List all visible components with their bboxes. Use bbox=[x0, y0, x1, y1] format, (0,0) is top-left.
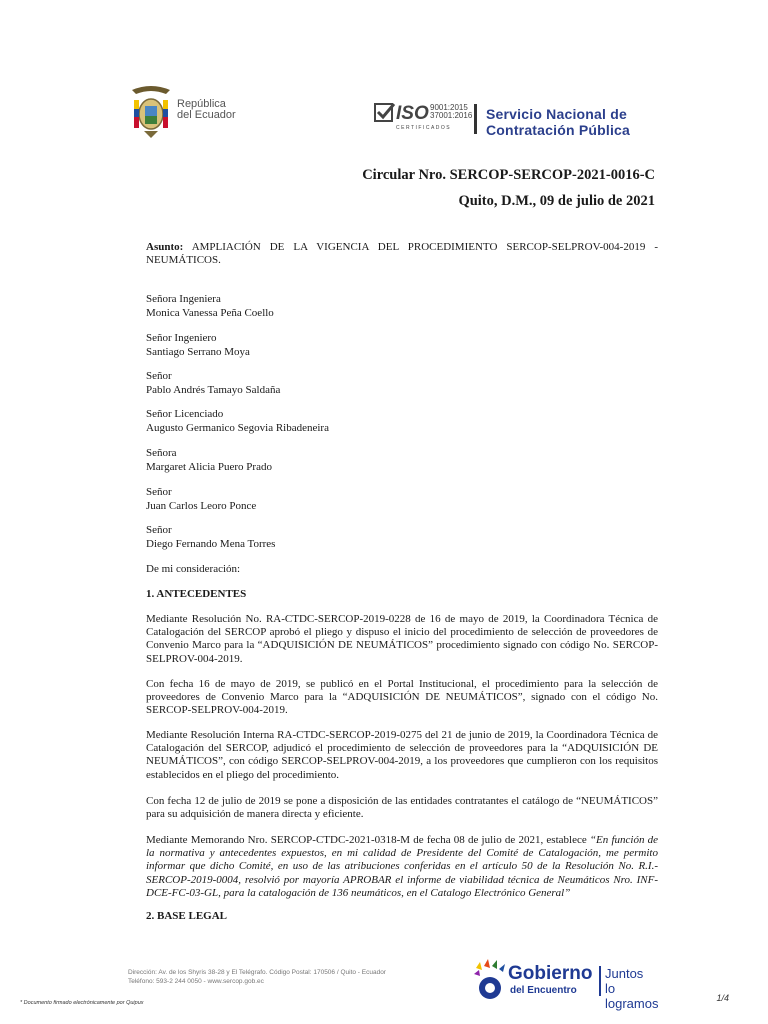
encuentro-wordmark: del Encuentro bbox=[510, 985, 577, 996]
page-number: 1/4 bbox=[716, 993, 729, 1003]
memo-paragraph bbox=[146, 834, 658, 900]
republic-wordmark bbox=[177, 99, 236, 121]
recipient-title: Señora Ingeniera bbox=[146, 293, 221, 305]
recipient-title: Señor Licenciado bbox=[146, 408, 224, 420]
republic-line-2: del Ecuador bbox=[177, 109, 236, 121]
iso-standard-1: 9001:2015 bbox=[430, 103, 468, 112]
agency-name-line-2: Contratación Pública bbox=[486, 122, 631, 138]
iso-standards bbox=[430, 104, 472, 120]
section-heading-base-legal: 2. BASE LEGAL bbox=[146, 910, 227, 922]
section-heading-antecedentes: 1. ANTECEDENTES bbox=[146, 588, 247, 600]
asunto-label: Asunto: bbox=[146, 241, 184, 253]
recipient-name: Monica Vanessa Peña Coello bbox=[146, 306, 274, 319]
recipient-block bbox=[146, 447, 272, 474]
iso-mark: ISO bbox=[396, 103, 429, 124]
asunto-text: AMPLIACIÓN DE LA VIGENCIA DEL PROCEDIMIENTO SERCOP-SELPROV-004-2019 - NEUMÁTICOS. bbox=[146, 241, 658, 267]
slogan-line-1: Juntos bbox=[605, 966, 644, 981]
recipient-block bbox=[146, 408, 329, 435]
agency-name bbox=[486, 106, 630, 138]
recipient-title: Señora bbox=[146, 447, 177, 459]
checkbox-check-icon bbox=[374, 102, 396, 124]
republic-line-1: República bbox=[177, 98, 226, 110]
greeting: De mi consideración: bbox=[146, 563, 241, 575]
footer-address bbox=[128, 968, 386, 986]
recipient-name: Juan Carlos Leoro Ponce bbox=[146, 499, 257, 512]
circular-number: Circular Nro. SERCOP-SERCOP-2021-0016-C bbox=[362, 167, 655, 183]
iso-certification-badge bbox=[374, 102, 473, 136]
electronic-signature-note: * Documento firmado electrónicamente por Quipux bbox=[20, 1000, 144, 1006]
slogan bbox=[605, 966, 672, 1011]
agency-name-line-1: Servicio Nacional de bbox=[486, 106, 627, 122]
recipient-title: Señor bbox=[146, 486, 172, 498]
recipient-name: Augusto Germanico Segovia Ribadeneira bbox=[146, 421, 329, 434]
recipient-name: Diego Fernando Mena Torres bbox=[146, 537, 276, 550]
recipient-name: Margaret Alicia Puero Prado bbox=[146, 460, 272, 473]
paragraph: Mediante Resolución No. RA-CTDC-SERCOP-2019-0228 de 16 de mayo de 2019, la Coordinadora Técnica de Catalogación del SERCOP aprobó el pliego y dispuso el inicio del procedimiento de selección de proveedores de Convenio Marco para la “ADQUISICIÓN DE NEUMÁTICOS” procedimiento signado con código No. SERCOP-SELPROV-004-2019. bbox=[146, 613, 658, 665]
recipient-name: Santiago Serrano Moya bbox=[146, 345, 250, 358]
slogan-line-2: lo logramos bbox=[605, 981, 659, 1011]
paragraph: Con fecha 16 de mayo de 2019, se publicó en el Portal Institucional, el procedimiento para la selección de proveedores de Convenio Marco para la “ADQUISICIÓN DE NEUMÁTICOS”, signado con el código No. SERCOP-SELPROV-004-2019. bbox=[146, 678, 658, 717]
paragraph: Con fecha 12 de julio de 2019 se pone a disposición de las entidades contratantes el catálogo de “NEUMÁTICOS” para su adquisición de manera directa y eficiente. bbox=[146, 795, 658, 821]
asunto-block bbox=[146, 241, 658, 267]
gobierno-sunburst-icon bbox=[470, 958, 510, 1002]
recipient-name: Pablo Andrés Tamayo Saldaña bbox=[146, 383, 281, 396]
recipient-title: Señor bbox=[146, 370, 172, 382]
recipient-block bbox=[146, 332, 250, 359]
paragraph: Mediante Resolución Interna RA-CTDC-SERCOP-2019-0275 del 21 de junio de 2019, la Coordinadora Técnica de Catalogación del SERCOP, adjudicó el procedimiento de selección de proveedores para la “ADQUISICIÓN DE NEUMÁTICOS”, con código SERCOP-SELPROV-004-2019, a los proveedores que cumplieron con los requisitos establecidos en el pliego del procedimiento. bbox=[146, 729, 658, 781]
place-date: Quito, D.M., 09 de julio de 2021 bbox=[458, 193, 655, 209]
memo-quote: “En función de la normativa y antecedentes expuestos, en mi calidad de Presidente del Comité de Catalogación, me permito informar que dicho Comité, en uso de las atribuciones conferidas en el artículo 50 de la Resolución No. R.I.-SERCOP-2019-0004, resolvió por mayoría APROBAR el informe de viabilidad técnica de Neumáticos Nro. INF-DCE-FC-03-GL, para la catalogación de 136 neumáticos, en el Catalogo Electrónico General” bbox=[146, 834, 659, 899]
recipient-title: Señor Ingeniero bbox=[146, 332, 217, 344]
recipient-title: Señor bbox=[146, 524, 172, 536]
gobierno-del-encuentro-logo bbox=[462, 956, 672, 1011]
header-divider bbox=[474, 104, 477, 134]
recipient-block bbox=[146, 524, 275, 551]
logo-divider bbox=[599, 966, 601, 996]
recipient-block bbox=[146, 486, 256, 513]
gobierno-wordmark: Gobierno bbox=[508, 963, 593, 984]
footer-address-line-2: Teléfono: 593-2 244 0050 - www.sercop.gob.ec bbox=[128, 978, 264, 985]
recipient-block bbox=[146, 293, 274, 320]
iso-standard-2: 37001:2016 bbox=[430, 111, 473, 120]
recipient-block bbox=[146, 370, 280, 397]
iso-certified-label: CERTIFICADOS bbox=[396, 125, 452, 131]
memo-lead: Mediante Memorando Nro. SERCOP-CTDC-2021-0318-M de fecha 08 de julio de 2021, establece bbox=[146, 834, 590, 846]
ecuador-coat-of-arms-icon bbox=[128, 84, 174, 140]
footer-address-line-1: Dirección: Av. de los Shyris 38-28 y El Telégrafo. Código Postal: 170506 / Quito - Ecuador bbox=[128, 969, 386, 976]
